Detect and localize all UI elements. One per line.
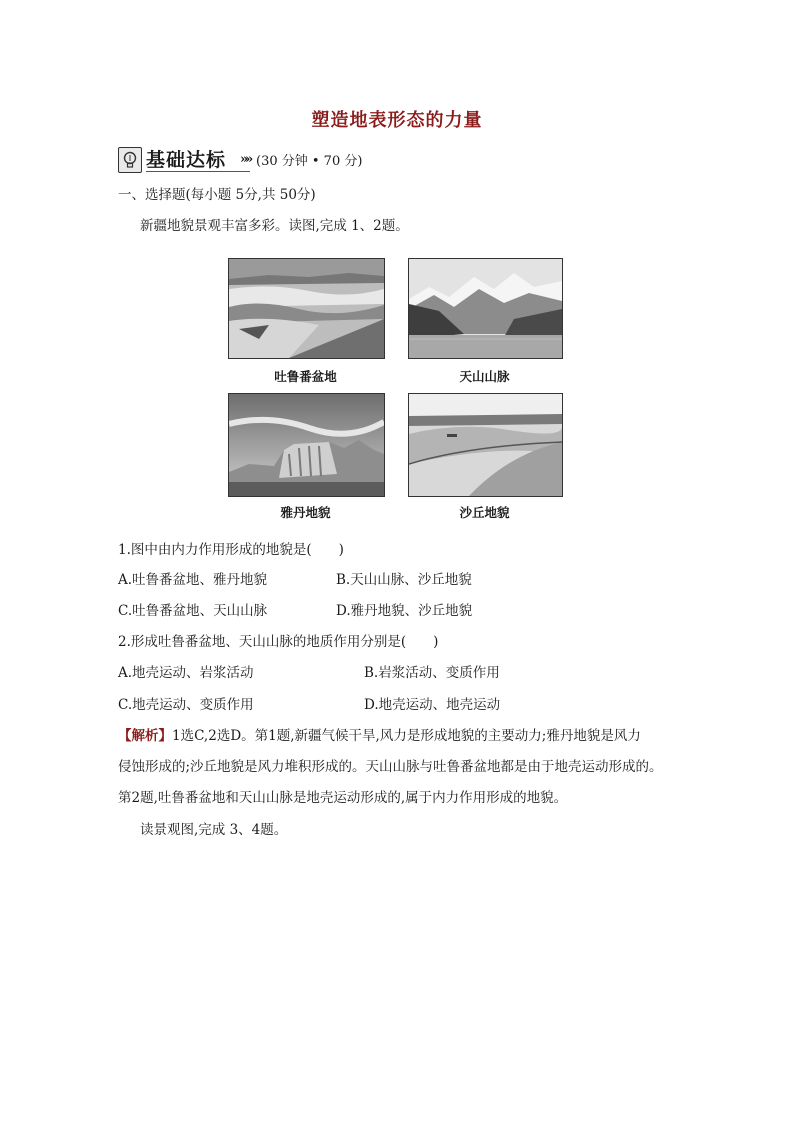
- photo-yardang: [228, 393, 385, 497]
- question-1-option-d: D.雅丹地貌、沙丘地貌: [336, 603, 473, 619]
- question-1-stem: 1.图中由内力作用形成的地貌是( ): [118, 542, 344, 558]
- section-meta: (30 分钟 • 70 分): [256, 154, 363, 169]
- caption-yardang: 雅丹地貌: [280, 505, 331, 520]
- question-2-option-a: A.地壳运动、岩浆活动: [118, 665, 254, 681]
- photo-sand-dunes: [408, 393, 563, 497]
- part-heading: 一、选择题(每小题 5分,共 50分): [118, 187, 316, 203]
- question-1-option-b: B.天山山脉、沙丘地貌: [336, 572, 472, 588]
- analysis-text-1: 1选C,2选D。第1题,新疆气候干旱,风力是形成地貌的主要动力;雅丹地貌是风力: [172, 728, 641, 744]
- caption-tianshan: 天山山脉: [459, 369, 510, 384]
- question-2-option-c: C.地壳运动、变质作用: [118, 697, 254, 713]
- lightbulb-icon: [118, 147, 142, 173]
- analysis-line-1: [118, 726, 641, 746]
- question-2-option-d: D.地壳运动、地壳运动: [364, 697, 501, 713]
- intro-text-2: 读景观图,完成 3、4题。: [140, 822, 288, 838]
- analysis-label: 【解析】: [118, 728, 172, 744]
- section-header: [118, 145, 418, 175]
- caption-sand-dunes: 沙丘地貌: [459, 505, 510, 520]
- question-2-stem: 2.形成吐鲁番盆地、天山山脉的地质作用分别是( ): [118, 634, 439, 650]
- double-chevron-icon: »»: [240, 152, 251, 167]
- photo-tianshan: [408, 258, 563, 359]
- analysis-line-3: 第2题,吐鲁番盆地和天山山脉是地壳运动形成的,属于内力作用形成的地貌。: [118, 790, 568, 806]
- section-underline: [146, 171, 250, 172]
- question-1-option-c: C.吐鲁番盆地、天山山脉: [118, 603, 268, 619]
- section-title: 基础达标: [146, 149, 227, 171]
- analysis-line-2: 侵蚀形成的;沙丘地貌是风力堆积形成的。天山山脉与吐鲁番盆地都是由于地壳运动形成的。: [118, 759, 663, 775]
- question-2-option-b: B.岩浆活动、变质作用: [364, 665, 500, 681]
- question-1-option-a: A.吐鲁番盆地、雅丹地貌: [118, 572, 268, 588]
- intro-text-1: 新疆地貌景观丰富多彩。读图,完成 1、2题。: [140, 218, 409, 234]
- caption-turpan-basin: 吐鲁番盆地: [274, 369, 337, 384]
- page-title: 塑造地表形态的力量: [311, 110, 483, 131]
- photo-turpan-basin: [228, 258, 385, 359]
